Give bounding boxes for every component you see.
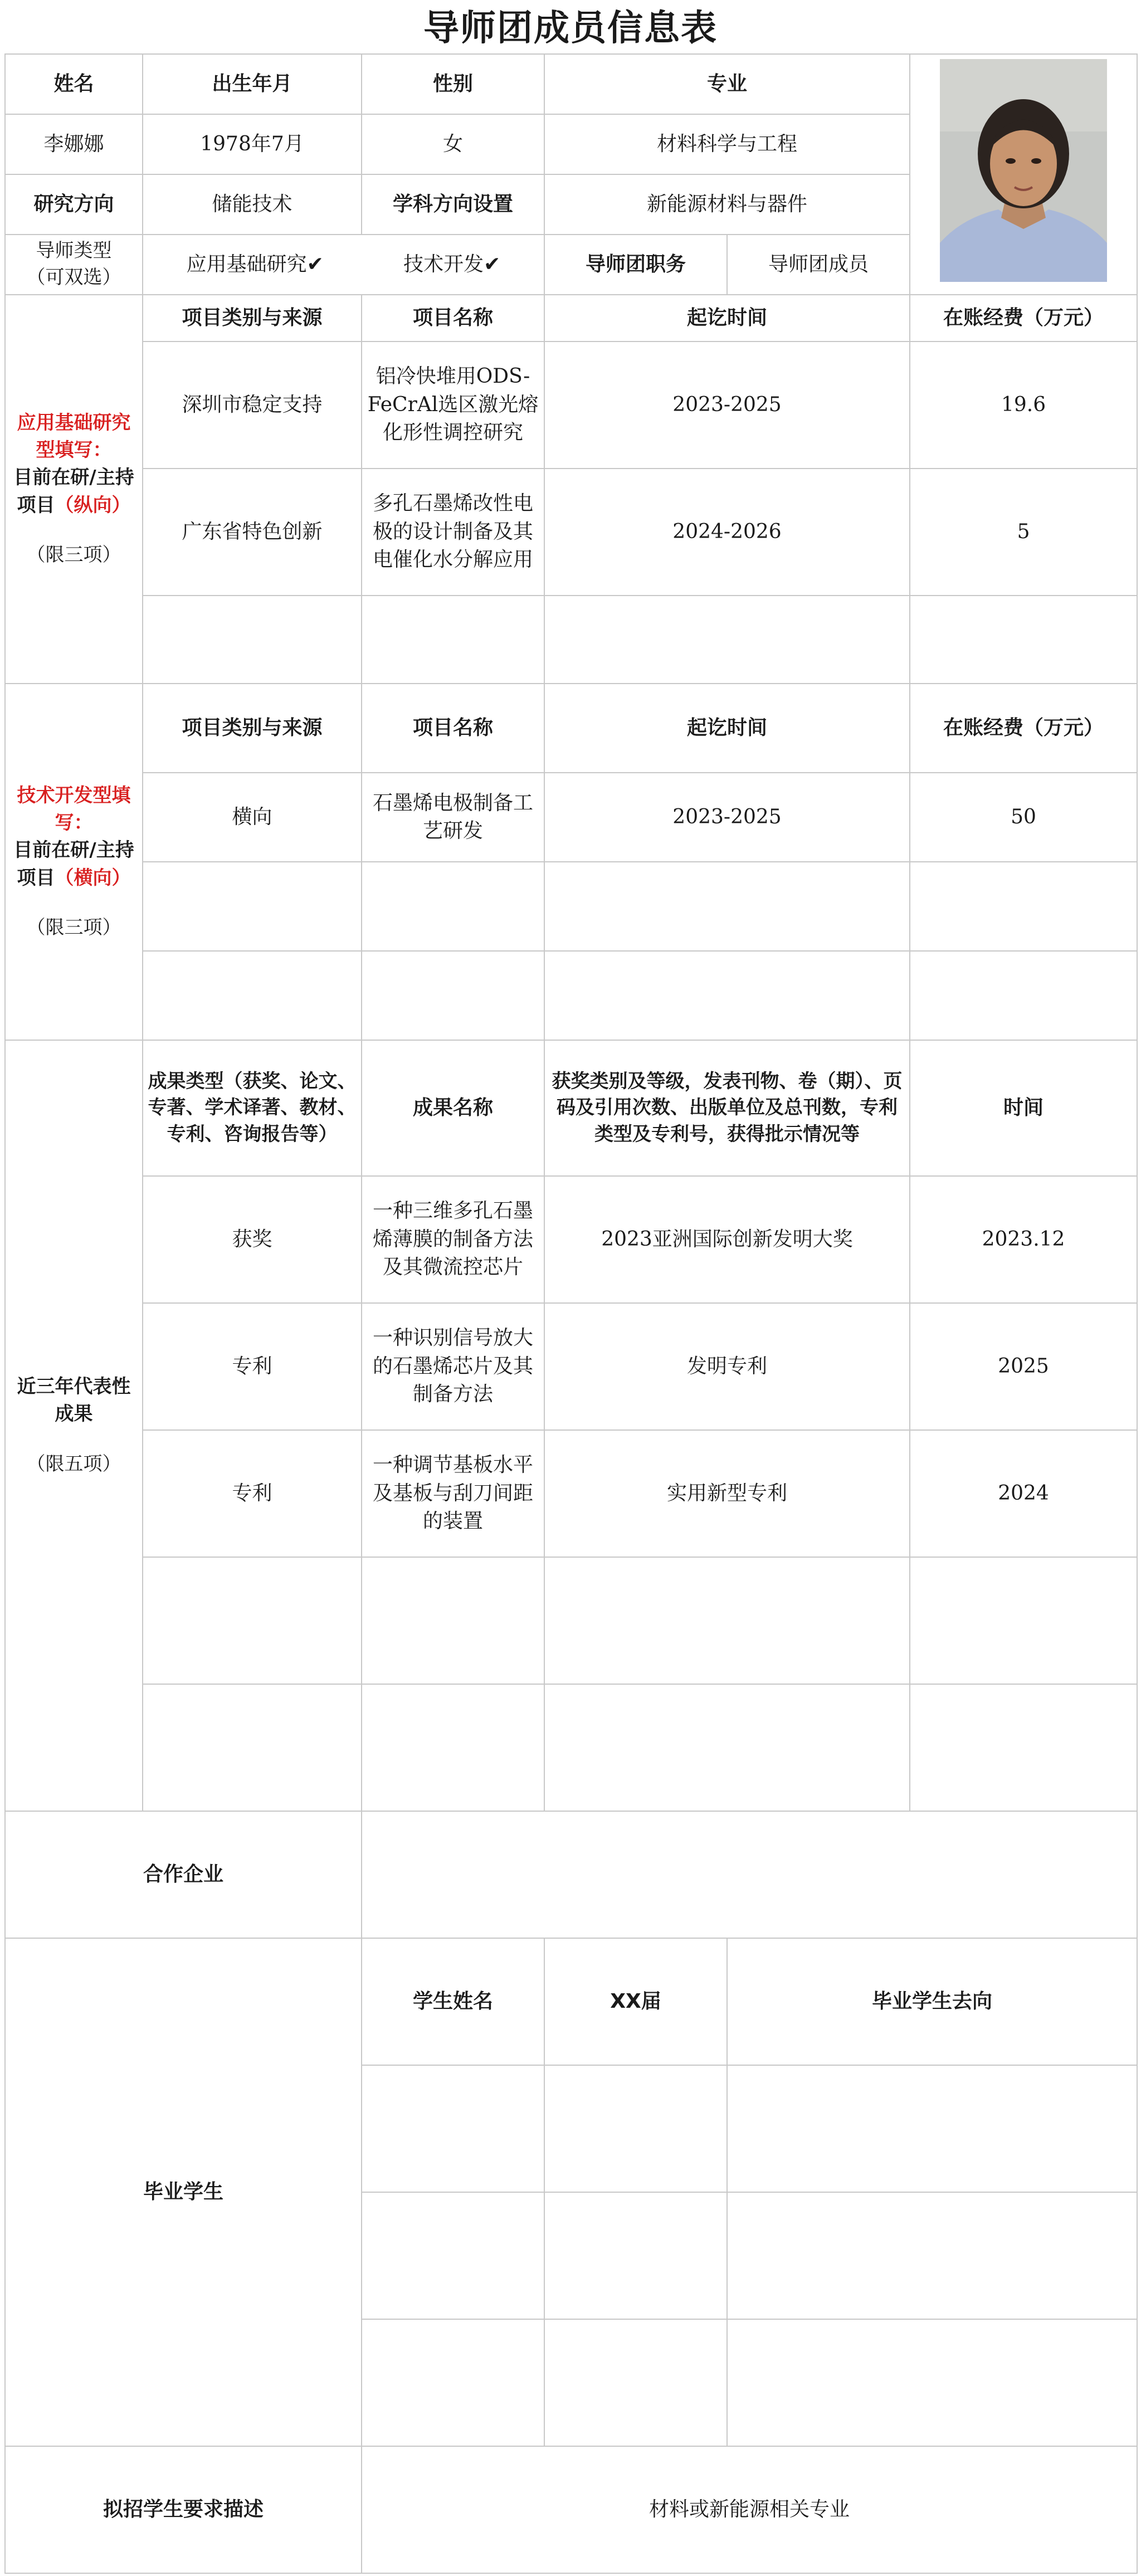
name-value: 李娜娜 bbox=[5, 114, 143, 174]
achievement-time: 2023.12 bbox=[910, 1176, 1137, 1303]
discipline-value: 新能源材料与器件 bbox=[544, 174, 910, 235]
limit-note: （限三项） bbox=[26, 543, 121, 566]
achievement-name: 一种调节基板水平及基板与刮刀间距的装置 bbox=[362, 1430, 544, 1557]
column-header: 起讫时间 bbox=[544, 684, 910, 773]
achievement-time bbox=[910, 1684, 1137, 1811]
graduate-name bbox=[362, 2319, 544, 2446]
project-funds: 19.6 bbox=[910, 341, 1137, 469]
project-name: 铝冷快堆用ODS-FeCrAl选区激光熔化形性调控研究 bbox=[362, 341, 544, 469]
graduate-year bbox=[544, 2192, 727, 2319]
achievement-name bbox=[362, 1684, 544, 1811]
column-header: 获奖类别及等级，发表刊物、卷（期）、页码及引用次数、出版单位及总刊数，专利类型及专利号，获得批示情况等 bbox=[544, 1040, 910, 1176]
column-header: 起讫时间 bbox=[544, 295, 910, 341]
achievement-type bbox=[143, 1557, 362, 1684]
portrait-photo bbox=[940, 59, 1107, 282]
type-option-basic: 应用基础研究✔ bbox=[186, 252, 324, 276]
gender-value: 女 bbox=[362, 114, 544, 174]
project-period: 2024-2026 bbox=[544, 469, 910, 596]
limit-note: （限五项） bbox=[26, 1452, 121, 1475]
achievement-type: 专利 bbox=[143, 1303, 362, 1430]
graduate-year bbox=[544, 2319, 727, 2446]
column-header: 项目名称 bbox=[362, 684, 544, 773]
achievement-type: 获奖 bbox=[143, 1176, 362, 1303]
achievement-detail bbox=[544, 1684, 910, 1811]
column-header: 在账经费（万元） bbox=[910, 684, 1137, 773]
research-value: 储能技术 bbox=[143, 174, 362, 235]
project-period: 2023-2025 bbox=[544, 773, 910, 862]
column-header: 时间 bbox=[910, 1040, 1137, 1176]
column-header: 在账经费（万元） bbox=[910, 295, 1137, 341]
project-source bbox=[143, 862, 362, 951]
limit-note: （限三项） bbox=[26, 916, 121, 939]
role-label: 导师团职务 bbox=[544, 235, 727, 295]
achievement-time: 2024 bbox=[910, 1430, 1137, 1557]
project-source bbox=[143, 951, 362, 1040]
column-header: 成果名称 bbox=[362, 1040, 544, 1176]
basic-research-label: 应用基础研究型填写： 目前在研/主持项目（纵向） （限三项） bbox=[5, 295, 143, 684]
graduate-destination bbox=[727, 2065, 1137, 2192]
achievement-name: 一种识别信号放大的石墨烯芯片及其制备方法 bbox=[362, 1303, 544, 1430]
project-funds: 50 bbox=[910, 773, 1137, 862]
achievement-type: 专利 bbox=[143, 1430, 362, 1557]
column-header: 成果类型（获奖、论文、专著、学术译著、教材、专利、咨询报告等） bbox=[143, 1040, 362, 1176]
project-funds bbox=[910, 862, 1137, 951]
project-source bbox=[143, 596, 362, 684]
project-funds bbox=[910, 951, 1137, 1040]
project-name: 石墨烯电极制备工艺研发 bbox=[362, 773, 544, 862]
project-period: 2023-2025 bbox=[544, 341, 910, 469]
project-period bbox=[544, 951, 910, 1040]
graduate-year bbox=[544, 2065, 727, 2192]
role-value: 导师团成员 bbox=[727, 235, 910, 295]
column-header: 毕业学生去向 bbox=[727, 1938, 1137, 2065]
type-options bbox=[143, 235, 544, 295]
column-header: XX届 bbox=[544, 1938, 727, 2065]
project-period bbox=[544, 862, 910, 951]
major-value: 材料科学与工程 bbox=[544, 114, 910, 174]
project-name bbox=[362, 862, 544, 951]
achievement-detail: 2023亚洲国际创新发明大奖 bbox=[544, 1176, 910, 1303]
column-header: 学生姓名 bbox=[362, 1938, 544, 2065]
achievement-time bbox=[910, 1557, 1137, 1684]
achievement-detail: 发明专利 bbox=[544, 1303, 910, 1430]
project-name bbox=[362, 596, 544, 684]
type-label: 导师类型 （可双选） bbox=[5, 235, 143, 295]
birth-value: 1978年7月 bbox=[143, 114, 362, 174]
project-name bbox=[362, 951, 544, 1040]
achievement-detail: 实用新型专利 bbox=[544, 1430, 910, 1557]
project-source: 横向 bbox=[143, 773, 362, 862]
name-label: 姓名 bbox=[5, 54, 143, 114]
project-funds bbox=[910, 596, 1137, 684]
graduate-destination bbox=[727, 2192, 1137, 2319]
photo-cell bbox=[910, 54, 1137, 295]
column-header: 项目类别与来源 bbox=[143, 684, 362, 773]
achievement-detail bbox=[544, 1557, 910, 1684]
requirements-label: 拟招学生要求描述 bbox=[5, 2446, 362, 2573]
achievement-name: 一种三维多孔石墨烯薄膜的制备方法及其微流控芯片 bbox=[362, 1176, 544, 1303]
birth-label: 出生年月 bbox=[143, 54, 362, 114]
partner-value bbox=[362, 1811, 1137, 1938]
column-header: 项目名称 bbox=[362, 295, 544, 341]
column-header: 项目类别与来源 bbox=[143, 295, 362, 341]
major-label: 专业 bbox=[544, 54, 910, 114]
achievements-label: 近三年代表性成果 （限五项） bbox=[5, 1040, 143, 1811]
achievement-name bbox=[362, 1557, 544, 1684]
project-source: 广东省特色创新 bbox=[143, 469, 362, 596]
page-title: 导师团成员信息表 bbox=[423, 8, 718, 49]
project-funds: 5 bbox=[910, 469, 1137, 596]
discipline-label: 学科方向设置 bbox=[362, 174, 544, 235]
research-label: 研究方向 bbox=[5, 174, 143, 235]
achievement-time: 2025 bbox=[910, 1303, 1137, 1430]
partner-label: 合作企业 bbox=[5, 1811, 362, 1938]
project-name: 多孔石墨烯改性电极的设计制备及其电催化水分解应用 bbox=[362, 469, 544, 596]
info-table bbox=[4, 53, 1138, 2574]
gender-label: 性别 bbox=[362, 54, 544, 114]
project-period bbox=[544, 596, 910, 684]
project-source: 深圳市稳定支持 bbox=[143, 341, 362, 469]
graduates-label: 毕业学生 bbox=[5, 1938, 362, 2446]
type-option-tech: 技术开发✔ bbox=[403, 252, 501, 276]
tech-dev-label: 技术开发型填写： 目前在研/主持项目（横向） （限三项） bbox=[5, 684, 143, 1040]
graduate-name bbox=[362, 2065, 544, 2192]
graduate-destination bbox=[727, 2319, 1137, 2446]
requirements-value: 材料或新能源相关专业 bbox=[362, 2446, 1137, 2573]
achievement-type bbox=[143, 1684, 362, 1811]
graduate-name bbox=[362, 2192, 544, 2319]
